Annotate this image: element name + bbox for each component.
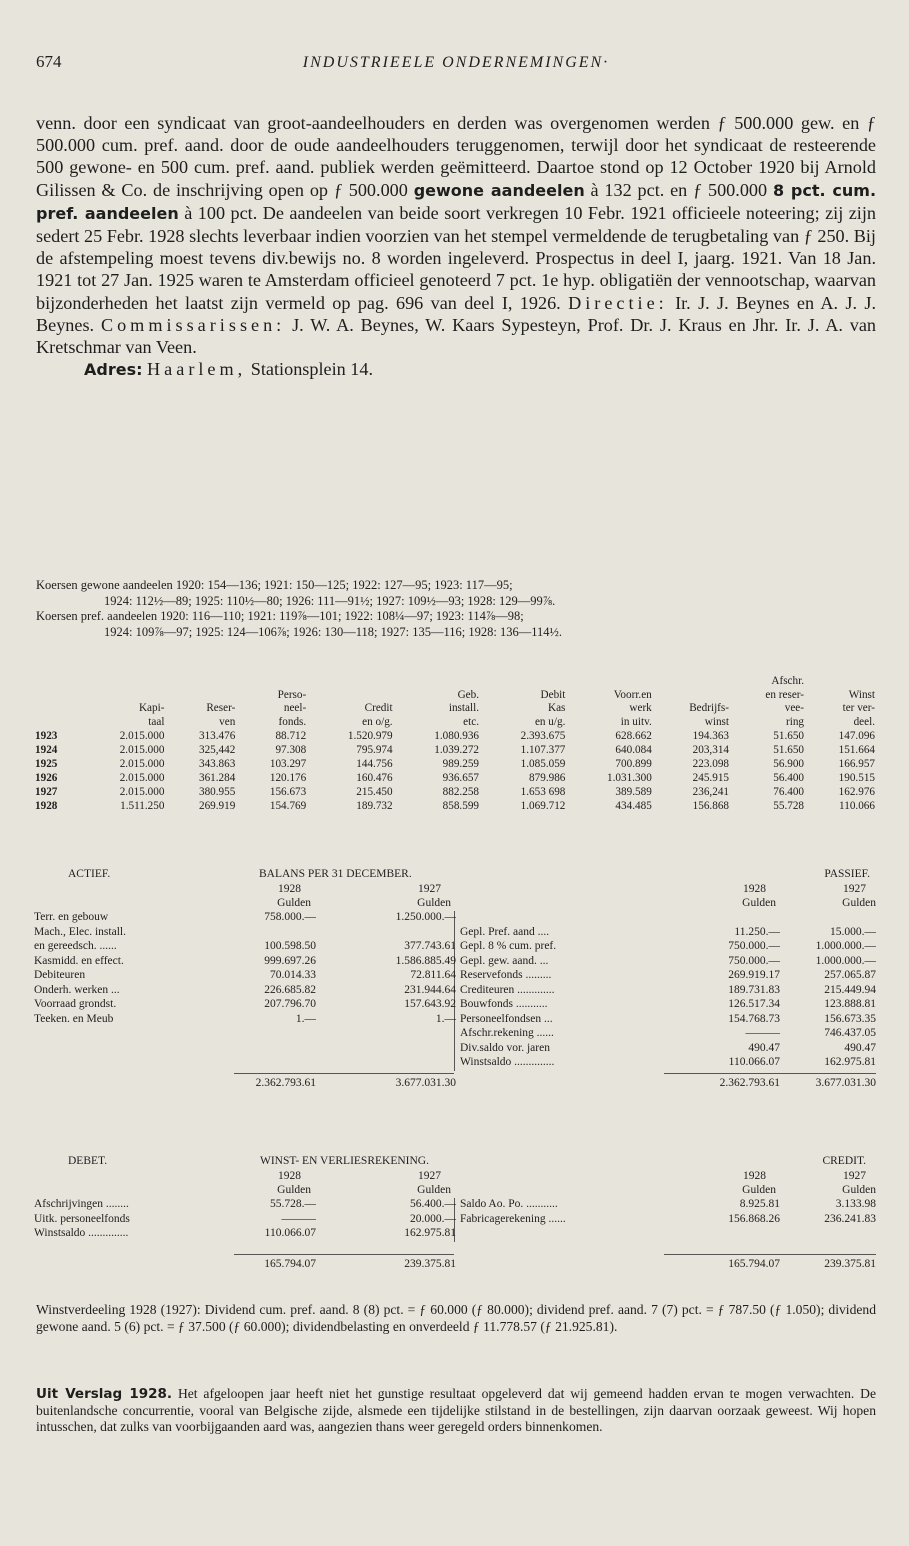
- table-cell: 1.080.936: [434, 730, 479, 742]
- winst-unit-b-right: Gulden: [842, 1184, 876, 1196]
- table-cell: 203,314: [692, 744, 729, 756]
- table-header-row: [34, 675, 876, 689]
- winst-heading: WINST- EN VERLIESREKENING.: [260, 1155, 429, 1167]
- table-cell: 313.476: [198, 730, 236, 742]
- balans-value-a-right: 126.517.34: [728, 998, 780, 1010]
- balans-value-a-right: 750.000.—: [728, 954, 780, 967]
- table-cell: 103.297: [269, 758, 307, 770]
- table-cell: 51.650: [773, 744, 805, 756]
- intro-text-2: à 132 pct. en ƒ 500.000: [590, 179, 768, 200]
- winst-year-b-right: 1927: [843, 1170, 866, 1182]
- balans-value-b-left: 1.250.000.—: [395, 911, 456, 923]
- table-header-cell: Bedrijfs-: [689, 702, 729, 714]
- adres-city: Haarlem,: [147, 359, 247, 380]
- table-cell: 269.919: [198, 800, 236, 812]
- balans-row: [34, 940, 876, 955]
- table-cell: 380.955: [198, 786, 236, 798]
- table-header-cell: Afschr.: [771, 675, 805, 687]
- winst-rows: [34, 1198, 876, 1242]
- balans-label-right: Crediteuren .............: [460, 983, 555, 996]
- balans-row: [34, 911, 876, 926]
- balans-label-left: Voorraad grondst.: [34, 998, 117, 1010]
- table-cell: 156.868: [692, 800, 729, 812]
- table-header-cell: Perso-: [277, 688, 307, 701]
- winst-section: [34, 1155, 876, 1274]
- table-row: [34, 799, 876, 813]
- winst-value-a-left: 110.066.07: [264, 1227, 316, 1239]
- verslag-paragraph: [36, 1386, 876, 1436]
- balans-value-a-right: 269.919.17: [728, 969, 780, 981]
- balans-row: [34, 1013, 876, 1028]
- winst-row: [34, 1198, 876, 1213]
- table-cell: 2.393.675: [520, 730, 566, 742]
- table-header-cell: [34, 716, 79, 730]
- table-cell: 640.084: [615, 744, 652, 756]
- table-header-cell: winst: [704, 715, 729, 728]
- table-cell: 2.015.000: [119, 758, 165, 770]
- table-year-cell: 1923: [35, 730, 58, 742]
- table-header-cell: Kas: [547, 702, 566, 714]
- balans-value-a-right: 11.250.—: [734, 925, 780, 938]
- table-header-cell: Winst: [848, 688, 875, 701]
- balans-value-b-right: 1.000.000.—: [815, 940, 876, 952]
- table-header-cell: Debit: [540, 688, 566, 701]
- table-cell: 879.986: [529, 772, 566, 784]
- balans-value-a-left: 100.598.50: [264, 940, 316, 952]
- commissarissen-label: Commissarissen:: [100, 314, 286, 335]
- table-cell: 700.899: [615, 758, 652, 770]
- table-header-cell: install.: [448, 702, 479, 714]
- table-header-cell: Reser-: [206, 702, 236, 714]
- table-cell: 389.589: [615, 786, 652, 798]
- table-cell: 2.015.000: [119, 772, 165, 784]
- balans-unit-a-right: Gulden: [742, 897, 776, 909]
- table-cell: 628.662: [615, 730, 652, 742]
- table-header-cell: werk: [629, 702, 652, 714]
- table-header-cell: vee-: [784, 702, 805, 714]
- balans-year-a-left: 1928: [278, 883, 301, 895]
- table-header-cell: [566, 675, 652, 689]
- balans-value-a-right: 490.47: [748, 1041, 780, 1054]
- table-row: [34, 757, 876, 771]
- balans-value-b-left: 1.—: [435, 1012, 456, 1025]
- balans-label-left: Kasmidd. en effect.: [34, 954, 124, 967]
- table-header-cell: fonds.: [278, 715, 307, 728]
- table-cell: 55.728: [773, 800, 805, 812]
- winst-value-a-left: ———: [281, 1212, 316, 1225]
- balans-unit-a-left: Gulden: [277, 897, 311, 909]
- balans-value-a-right: 154.768.73: [728, 1012, 780, 1025]
- koersen-block: [36, 578, 876, 640]
- table-row: [34, 785, 876, 799]
- directie-label: Directie:: [568, 292, 668, 313]
- table-header-row: [34, 702, 876, 716]
- balans-value-a-left: 758.000.—: [264, 911, 316, 923]
- table-cell: 1.511.250: [120, 800, 165, 812]
- balans-value-b-right: 15.000.—: [830, 925, 876, 938]
- winst-label-right: Fabricagerekening ......: [460, 1212, 566, 1225]
- balans-row: [34, 984, 876, 999]
- table-cell: 1.520.979: [347, 730, 393, 742]
- balans-section: [34, 868, 876, 1093]
- balans-value-b-left: 157.643.92: [404, 998, 456, 1010]
- balans-rows: [34, 911, 876, 1071]
- balans-value-b-right: 162.975.81: [824, 1056, 876, 1068]
- passief-heading: PASSIEF.: [824, 868, 870, 880]
- table-cell: 2.015.000: [119, 786, 165, 798]
- table-row: [34, 743, 876, 757]
- table-cell: 110.066: [839, 800, 875, 812]
- koersen-gewone-line-1: Koersen gewone aandeelen 1920: 154—136; 1921: 150—125; 1922: 127—95; 1923: 117—95;: [36, 578, 513, 592]
- winst-label-left: Uitk. personeelfonds: [34, 1212, 130, 1225]
- balans-year-a-right: 1928: [743, 883, 766, 895]
- table-header-cell: Credit: [364, 702, 393, 714]
- table-cell: 1.031.300: [607, 772, 652, 784]
- balans-label-right: Gepl. Pref. aand ....: [460, 925, 550, 938]
- table-row: [34, 771, 876, 785]
- balans-total-left-b: 3.677.031.30: [395, 1076, 456, 1089]
- balans-total-right-b: 3.677.031.30: [815, 1076, 876, 1089]
- balans-value-b-left: 231.944.64: [404, 983, 456, 996]
- balans-value-a-left: 70.014.33: [270, 969, 316, 981]
- adres-street: Stationsplein 14.: [250, 359, 374, 380]
- table-cell: 343.863: [198, 758, 236, 770]
- balans-value-a-left: 1.—: [295, 1012, 316, 1025]
- table-cell: 1.653 698: [520, 786, 566, 798]
- table-header-cell: [394, 675, 480, 689]
- winst-value-a-right: 8.925.81: [739, 1198, 780, 1210]
- financial-history-table: [34, 675, 876, 813]
- winst-unit-b-left: Gulden: [417, 1184, 451, 1196]
- balans-value-a-left: 207.796.70: [264, 998, 316, 1010]
- balans-value-b-right: 746.437.05: [824, 1027, 876, 1039]
- winst-label-left: Afschrijvingen ........: [34, 1198, 129, 1210]
- winst-value-a-left: 55.728.—: [270, 1198, 316, 1210]
- balans-label-left: Teeken. en Meub: [34, 1012, 114, 1025]
- table-header-cell: en o/g.: [362, 715, 393, 728]
- balans-row: [34, 969, 876, 984]
- intro-text-3: à 100 pct. De aandeelen van beide soort verkregen 10 Febr. 1921 officieele noteering; zij zijn sedert 25 Febr. 1928 slechts leverbaar indien voorzien van het stempel vermeldende de terugbetaling van ƒ 250. Bij de afstempeling moest tevens div.bewijs no. 8 worden ingeleverd. Prospectus in deel I, jaarg. 1921. Van 18 Jan. 1921 tot 27 Jan. 1925 waren te Amsterdam officieel genoteerd 7 pct. 1e hyp. obligatiën der vennootschap, waarvan bijzonderheden het laatst zijn vermeld op pag. 696 van deel I, 1926.: [36, 202, 877, 313]
- table-year-cell: 1928: [35, 800, 58, 812]
- table-cell: 245.915: [692, 772, 729, 784]
- balans-label-right: Bouwfonds ...........: [460, 998, 548, 1010]
- winst-unit-a-right: Gulden: [742, 1184, 776, 1196]
- table-cell: 97.308: [275, 744, 307, 756]
- table-header-cell: taal: [148, 715, 165, 728]
- table-cell: 166.957: [838, 758, 875, 770]
- balans-row: [34, 1042, 876, 1057]
- table-header-cell: [480, 675, 566, 689]
- table-header-cell: Geb.: [457, 688, 479, 701]
- balans-value-b-right: 215.449.94: [824, 983, 876, 996]
- table-cell: 189.732: [356, 800, 393, 812]
- balans-value-b-right: 1.000.000.—: [815, 954, 876, 967]
- balans-value-a-right: 110.066.07: [728, 1056, 780, 1068]
- winstverdeeling-paragraph: Winstverdeeling 1928 (1927): Dividend cum. pref. aand. 8 (8) pct. = ƒ 60.000 (ƒ 80.000); dividend pref. aand. 7 (7) pct. = ƒ 787.50 (ƒ 1.050); dividend gewone aand. 5 (6) pct. = ƒ 37.500 (ƒ 60.000); dividendbelasting en onverdeeld ƒ 11.778.57 (ƒ 21.925.81).: [36, 1302, 876, 1334]
- table-cell: 1.069.712: [520, 800, 566, 812]
- table-header-cell: en reser-: [765, 688, 805, 701]
- table-cell: 56.900: [773, 758, 805, 770]
- running-title: INDUSTRIEELE ONDERNEMINGEN·: [302, 54, 610, 71]
- table-cell: 88.712: [275, 730, 307, 742]
- balans-value-a-right: 750.000.—: [728, 940, 780, 952]
- table-header-cell: [307, 675, 393, 689]
- winst-row: [34, 1227, 876, 1242]
- table-cell: 2.015.000: [119, 744, 165, 756]
- table-header-cell: [79, 675, 165, 689]
- balans-heading: BALANS PER 31 DECEMBER.: [259, 868, 412, 880]
- table-cell: 162.976: [838, 786, 875, 798]
- balans-unit-b-right: Gulden: [842, 897, 876, 909]
- table-cell: 56.400: [773, 772, 805, 784]
- winst-total-right-b: 239.375.81: [824, 1257, 876, 1270]
- winst-year-a-right: 1928: [743, 1170, 766, 1182]
- table-cell: 151.664: [838, 744, 875, 756]
- balans-value-a-right: ———: [745, 1027, 780, 1039]
- winst-value-b-right: 3.133.98: [835, 1198, 876, 1210]
- table-cell: 120.176: [269, 772, 307, 784]
- balans-year-b-right: 1927: [843, 883, 866, 895]
- winst-label-left: Winstsaldo ..............: [34, 1227, 129, 1239]
- winst-year-b-left: 1927: [418, 1170, 441, 1182]
- commissarissen-text: J. W. A. Beynes, W. Kaars Sypesteyn, Prof. Dr. J. Kraus en Jhr. Ir. J. A. van Kretschmar van Veen.: [36, 314, 877, 358]
- winst-value-b-left: 20.000.—: [410, 1212, 456, 1225]
- bold-pref-aandeelen: 8 pct. cum. pref. aandeelen: [36, 180, 877, 223]
- table-header-cell: ter ver-: [842, 702, 875, 714]
- balans-label-right: Div.saldo vor. jaren: [460, 1041, 550, 1054]
- balans-total-left-a: 2.362.793.61: [255, 1076, 316, 1089]
- table-cell: 76.400: [773, 786, 805, 798]
- balans-label-left: Debiteuren: [34, 969, 86, 981]
- table-header-cell: Voorr.en: [613, 688, 652, 701]
- table-cell: 1.039.272: [434, 744, 479, 756]
- winst-total-left-b: 239.375.81: [404, 1257, 456, 1270]
- table-year-cell: 1927: [35, 786, 58, 798]
- balans-label-right: Gepl. 8 % cum. pref.: [460, 940, 557, 952]
- table-cell: 1.085.059: [520, 758, 566, 770]
- table-cell: 858.599: [442, 800, 479, 812]
- verslag-label: Uit Verslag 1928.: [36, 1386, 173, 1402]
- winst-total-right-a: 165.794.07: [728, 1257, 780, 1270]
- table-header-cell: neel-: [283, 702, 307, 714]
- table-cell: 795.974: [356, 744, 393, 756]
- table-header-cell: [34, 675, 79, 689]
- balans-label-left: Terr. en gebouw: [34, 911, 109, 923]
- table-year-cell: 1925: [35, 758, 58, 770]
- table-row: [34, 729, 876, 743]
- table-header-cell: [79, 689, 165, 703]
- winst-row: [34, 1213, 876, 1228]
- actief-heading: ACTIEF.: [68, 868, 111, 880]
- adres-label: Adres:: [84, 360, 143, 380]
- balans-value-b-left: 1.586.885.49: [395, 954, 456, 967]
- table-header-row: [34, 689, 876, 703]
- table-header-cell: in uitv.: [620, 715, 652, 728]
- table-cell: 156.673: [269, 786, 307, 798]
- table-header-cell: deel.: [853, 715, 875, 728]
- table-cell: 936.657: [442, 772, 479, 784]
- table-header-row: [34, 716, 876, 730]
- balans-total-right-a: 2.362.793.61: [719, 1076, 780, 1089]
- koersen-gewone-line-2: 1924: 112½—89; 1925: 110½—80; 1926: 111—91½; 1927: 109½—93; 1928: 129—99⅞.: [104, 593, 556, 608]
- debet-heading: DEBET.: [68, 1155, 108, 1167]
- table-header-cell: [653, 675, 730, 689]
- bold-gewone-aandeelen: gewone aandeelen: [413, 180, 585, 200]
- table-cell: 882.258: [442, 786, 479, 798]
- table-cell: 154.769: [269, 800, 307, 812]
- balans-value-b-right: 156.673.35: [824, 1012, 876, 1025]
- balans-value-b-left: 72.811.64: [410, 969, 456, 981]
- balans-label-left: en gereedsch. ......: [34, 940, 117, 952]
- table-cell: 325,442: [198, 744, 236, 756]
- table-header-cell: etc.: [463, 715, 479, 728]
- table-cell: 434.485: [615, 800, 652, 812]
- table-header-cell: en u/g.: [534, 715, 566, 728]
- page-number: 674: [36, 52, 62, 71]
- table-cell: 2.015.000: [119, 730, 165, 742]
- winst-year-a-left: 1928: [278, 1170, 301, 1182]
- intro-paragraph: [36, 112, 876, 381]
- balans-value-b-right: 490.47: [844, 1041, 876, 1054]
- intro-text-1: venn. door een syndicaat van groot-aandeelhouders en derden was overgenomen werden ƒ 500.000 gew. en ƒ 500.000 cum. pref. aand. door de oude aandeelhouders teruggenomen, terwijl door het syndicaat de resteerende 500 gewone- en 500 cum. pref. aand. publiek werden geëmitteerd. Daartoe stond op 12 October 1920 bij Arnold Gilissen & Co. de inschrijving open op ƒ 500.000: [36, 113, 876, 200]
- table-cell: 190.515: [838, 772, 875, 784]
- table-cell: 223.098: [692, 758, 729, 770]
- balans-row: [34, 998, 876, 1013]
- winst-label-right: Saldo Ao. Po. ...........: [460, 1198, 558, 1210]
- koersen-pref-line-1: Koersen pref. aandeelen 1920: 116—110; 1921: 119⅞—101; 1922: 108¼—97; 1923: 114⅞—98;: [36, 609, 524, 623]
- winst-value-a-right: 156.868.26: [728, 1212, 780, 1225]
- table-cell: 236,241: [692, 786, 729, 798]
- table-header-cell: Kapi-: [138, 702, 165, 714]
- balans-year-b-left: 1927: [418, 883, 441, 895]
- table-header-cell: [165, 675, 236, 689]
- directie-text: Ir. J. J. Beynes en A. J. J. Beynes.: [36, 292, 877, 335]
- table-header-cell: [805, 675, 876, 689]
- balans-value-b-right: 123.888.81: [824, 998, 876, 1010]
- table-header-cell: [653, 689, 730, 703]
- table-cell: 147.096: [838, 730, 875, 742]
- table-header-cell: [34, 702, 79, 716]
- winst-value-b-left: 56.400.—: [410, 1198, 456, 1210]
- balans-row: [34, 1056, 876, 1071]
- table-header-cell: [307, 689, 393, 703]
- winst-value-b-left: 162.975.81: [404, 1227, 456, 1239]
- winst-unit-a-left: Gulden: [277, 1184, 311, 1196]
- verslag-text: Het afgeloopen jaar heeft niet het gunstige resultaat opgeleverd dat wij gemeend hadden ervan te mogen verwachten. De buitenlandsche concurrentie, vooral van Belgische zijde, alsmede een tijdelijke stilstand in de bestellingen, zijn daarvan oorzaak geweest. Wij hopen intusschen, dat zulks van voorbijgaanden aard was, aangezien thans weer geregeld orders binnenkomen.: [36, 1386, 876, 1434]
- winst-total-left-a: 165.794.07: [264, 1257, 316, 1270]
- table-cell: 144.756: [356, 758, 393, 770]
- table-year-cell: 1926: [35, 772, 58, 784]
- balans-value-b-right: 257.065.87: [824, 969, 876, 981]
- balans-row: [34, 1027, 876, 1042]
- credit-heading: CREDIT.: [822, 1155, 866, 1167]
- table-header-cell: [236, 675, 307, 689]
- koersen-pref-line-2: 1924: 109⅞—97; 1925: 124—106⅞; 1926: 130—118; 1927: 135—116; 1928: 136—114½.: [104, 624, 562, 639]
- balans-value-a-left: 999.697.26: [264, 954, 316, 967]
- table-cell: 51.650: [773, 730, 805, 742]
- balans-value-a-right: 189.731.83: [728, 983, 780, 996]
- table-cell: 361.284: [198, 772, 236, 784]
- winst-value-b-right: 236.241.83: [824, 1212, 876, 1225]
- balans-row: [34, 955, 876, 970]
- table-cell: 215.450: [356, 786, 393, 798]
- table-header-cell: [34, 689, 79, 703]
- table-cell: 194.363: [692, 730, 729, 742]
- balans-label-right: Reservefonds .........: [460, 969, 552, 981]
- balans-value-b-left: 377.743.61: [404, 940, 456, 952]
- table-header-cell: ven: [219, 715, 236, 728]
- balans-label-right: Personeelfondsen ...: [460, 1012, 553, 1025]
- table-header-cell: ring: [785, 715, 805, 728]
- balans-label-left: Mach., Elec. install.: [34, 925, 126, 938]
- table-cell: 989.259: [442, 758, 479, 770]
- table-year-cell: 1924: [35, 744, 58, 756]
- balans-value-a-left: 226.685.82: [264, 983, 316, 996]
- table-cell: 1.107.377: [520, 744, 566, 756]
- balans-unit-b-left: Gulden: [417, 897, 451, 909]
- balans-row: [34, 926, 876, 941]
- running-header: [36, 52, 876, 82]
- table-header-cell: [165, 689, 236, 703]
- balans-label-right: Afschr.rekening ......: [460, 1027, 554, 1039]
- balans-label-right: Winstsaldo ..............: [460, 1056, 555, 1068]
- balans-label-left: Onderh. werken ...: [34, 983, 120, 996]
- table-cell: 160.476: [356, 772, 393, 784]
- balans-label-right: Gepl. gew. aand. ...: [460, 954, 549, 967]
